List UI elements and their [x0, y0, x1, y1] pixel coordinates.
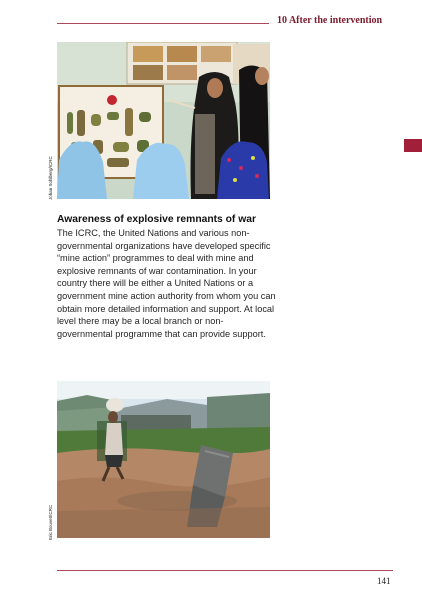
mine-awareness-class-photo — [57, 42, 270, 199]
footer-rule — [57, 570, 393, 571]
photo-credit: Johan Sohlberg/ICRC — [48, 156, 53, 200]
photo-credit: Eric Bouvet/ICRC — [48, 504, 53, 540]
header-rule — [57, 23, 269, 24]
chapter-title: 10 After the intervention — [277, 15, 383, 26]
article-section — [57, 213, 277, 340]
chapter-tab-marker — [404, 139, 422, 152]
article-heading: Awareness of explosive remnants of war — [57, 214, 256, 225]
page-number: 141 — [377, 576, 391, 586]
unexploded-ordnance-street-photo — [57, 381, 270, 538]
article-body: The ICRC, the United Nations and various non-governmental organizations have developed specific “mine action” programmes to deal with mine and explosive remnants of war contamination. In your country there will be either a United Nations or a government mine action authority from whom you can obtain more detailed information and support. At local level there may be a local branch or non-governmental programme that can provide support. — [57, 228, 276, 339]
